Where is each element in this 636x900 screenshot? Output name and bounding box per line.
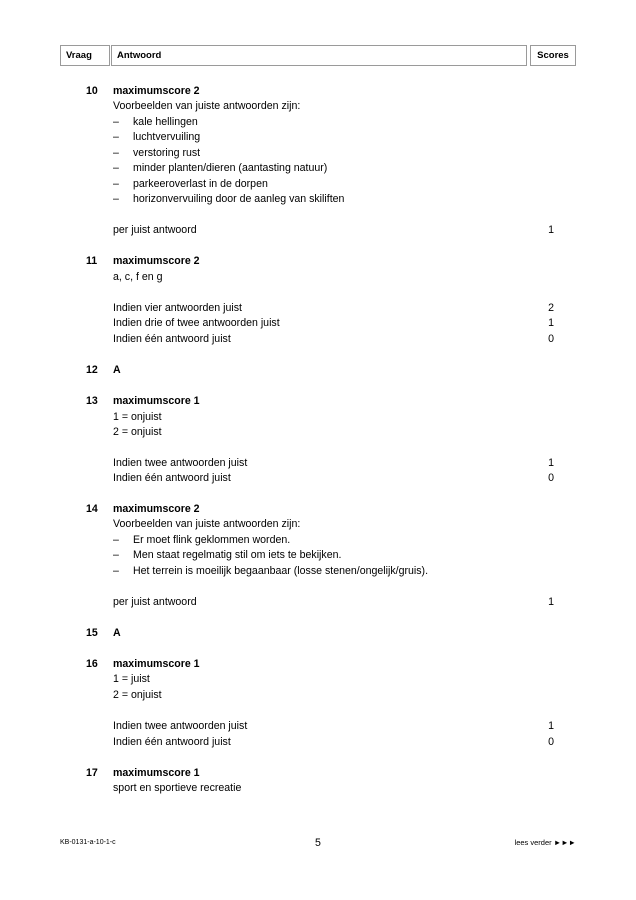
score-value: 1 xyxy=(548,596,554,608)
question-number: 16 xyxy=(86,658,98,670)
scoring-rule: Indien één antwoord juist xyxy=(113,736,231,748)
scoring-rule: per juist antwoord xyxy=(113,224,197,236)
question-title: maximumscore 1 xyxy=(113,767,200,779)
answer-intro: Voorbeelden van juiste antwoorden zijn: xyxy=(113,100,301,112)
dash: – xyxy=(113,162,119,174)
question-title: maximumscore 1 xyxy=(113,658,200,670)
dash: – xyxy=(113,178,119,190)
question-number: 12 xyxy=(86,364,98,376)
dash: – xyxy=(113,193,119,205)
score-value: 0 xyxy=(548,333,554,345)
question-number: 15 xyxy=(86,627,98,639)
question-title: maximumscore 2 xyxy=(113,85,200,97)
answer-text: 1 = onjuist xyxy=(113,411,162,423)
scoring-rule: Indien twee antwoorden juist xyxy=(113,457,248,469)
header-vraag: Vraag xyxy=(60,45,110,66)
question-number: 10 xyxy=(86,85,98,97)
answer-bullet: kale hellingen xyxy=(133,116,198,128)
answer-letter: A xyxy=(113,364,121,376)
answer-bullet: Men staat regelmatig stil om iets te bekijken. xyxy=(133,549,342,561)
answer-text: 2 = onjuist xyxy=(113,689,162,701)
score-value: 1 xyxy=(548,720,554,732)
answer-bullet: luchtvervuiling xyxy=(133,131,201,143)
question-number: 13 xyxy=(86,395,98,407)
answer-text: sport en sportieve recreatie xyxy=(113,782,242,794)
answer-text: a, c, f en g xyxy=(113,271,163,283)
score-value: 0 xyxy=(548,736,554,748)
scoring-rule: Indien twee antwoorden juist xyxy=(113,720,248,732)
question-title: maximumscore 1 xyxy=(113,395,200,407)
answer-letter: A xyxy=(113,627,121,639)
answer-text: 1 = juist xyxy=(113,673,150,685)
question-number: 17 xyxy=(86,767,98,779)
scoring-rule: per juist antwoord xyxy=(113,596,197,608)
score-value: 1 xyxy=(548,457,554,469)
scoring-rule: Indien drie of twee antwoorden juist xyxy=(113,317,280,329)
dash: – xyxy=(113,147,119,159)
answer-bullet: Het terrein is moeilijk begaanbaar (losse stenen/ongelijk/gruis). xyxy=(133,565,429,577)
next-page-link: lees verder ►►► xyxy=(514,838,576,847)
answer-bullet: verstoring rust xyxy=(133,147,201,159)
question-title: maximumscore 2 xyxy=(113,255,200,267)
question-number: 14 xyxy=(86,503,98,515)
document-code: KB-0131-a-10-1-c xyxy=(60,839,116,846)
dash: – xyxy=(113,565,119,577)
score-value: 1 xyxy=(548,224,554,236)
header-antwoord: Antwoord xyxy=(111,45,527,66)
question-title: maximumscore 2 xyxy=(113,503,200,515)
dash: – xyxy=(113,131,119,143)
scoring-rule: Indien één antwoord juist xyxy=(113,472,231,484)
dash: – xyxy=(113,116,119,128)
score-value: 2 xyxy=(548,302,554,314)
answer-bullet: parkeeroverlast in de dorpen xyxy=(133,178,268,190)
answer-bullet: horizonvervuiling door de aanleg van skiliften xyxy=(133,193,345,205)
page-number: 5 xyxy=(315,837,321,849)
question-number: 11 xyxy=(86,255,98,267)
score-value: 0 xyxy=(548,472,554,484)
answer-intro: Voorbeelden van juiste antwoorden zijn: xyxy=(113,518,301,530)
answer-text: 2 = onjuist xyxy=(113,426,162,438)
score-value: 1 xyxy=(548,317,554,329)
header-scores: Scores xyxy=(530,45,576,66)
answer-bullet: Er moet flink geklommen worden. xyxy=(133,534,291,546)
scoring-rule: Indien één antwoord juist xyxy=(113,333,231,345)
answer-bullet: minder planten/dieren (aantasting natuur) xyxy=(133,162,328,174)
dash: – xyxy=(113,534,119,546)
dash: – xyxy=(113,549,119,561)
scoring-rule: Indien vier antwoorden juist xyxy=(113,302,242,314)
